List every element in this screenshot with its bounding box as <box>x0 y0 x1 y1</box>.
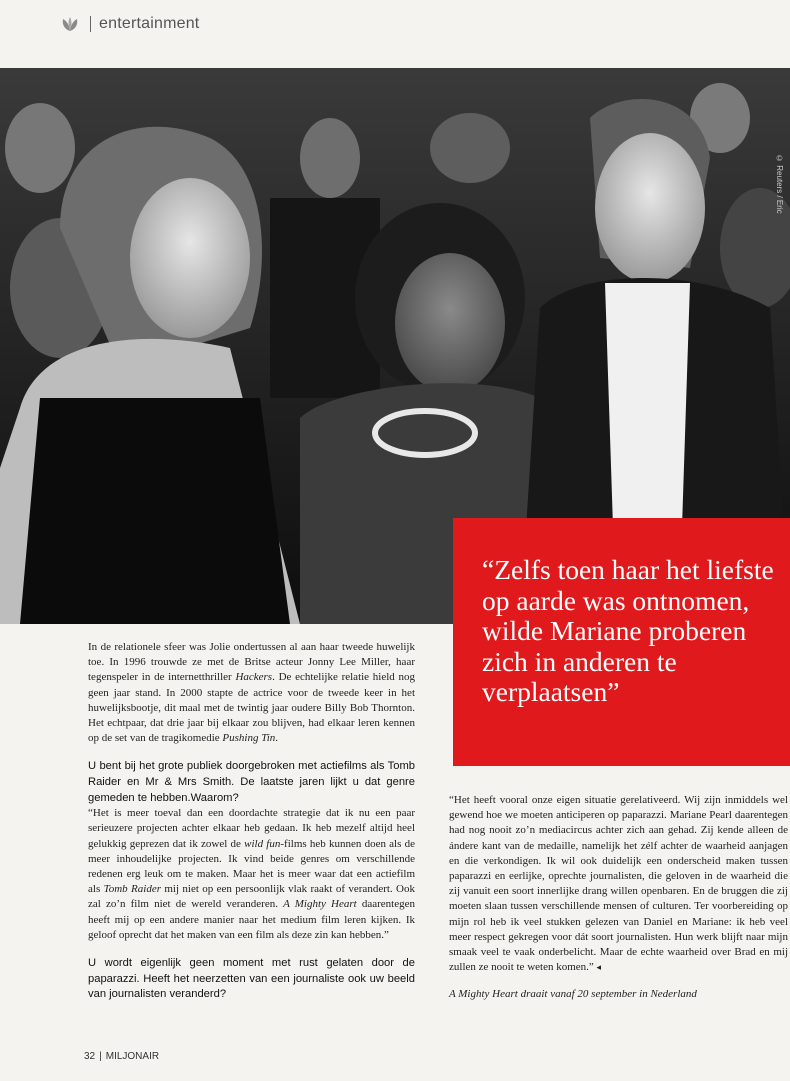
photo-credit: © Reuters / Eric <box>775 154 784 214</box>
body-text: In de relationele sfeer was Jolie ondertussen al aan haar tweede huwelijk toe. In 1996 trouwde ze met de Britse acteur Jonny Lee Miller, haar tegenspeler in de internetthriller <box>88 641 415 684</box>
section-label: entertainment <box>99 15 200 32</box>
release-note-text: A Mighty Heart draait vanaf 20 september in Nederland <box>449 988 697 1001</box>
body-text: daarentegen heeft mij op een andere manier naar het medium film leren kijken. Ik geloof oprecht dat het maken van een film als deze zin kan hebben.” <box>88 898 415 941</box>
page-footer <box>84 1051 159 1062</box>
page-header <box>60 10 199 38</box>
page-number: 32 <box>84 1051 96 1062</box>
body-text: . De echtelijke relatie hield nog geen jaar stand. In 2000 stapte de actrice voor de tweede keer in het huwelijksbootje, dit maal met de twintig jaar oudere Billy Bob Thornton. Het echtpaar, dat drie jaar bij elkaar zou blijven, had elkaar leren kennen op de set van de tragikomedie <box>88 671 415 745</box>
pullquote-text: “Zelfs toen haar het liefste op aarde was ontnomen, wilde Mariane proberen zich in anderen te verplaatsen” <box>482 554 774 707</box>
film-title: A Mighty Heart <box>283 898 357 911</box>
interview-question-1: U bent bij het grote publiek doorgebroken met actiefilms als Tomb Raider en Mr & Mrs Smith. De laatste jaren lijkt u dat genre gemeden te hebben.Waarom? <box>88 760 415 804</box>
intro-paragraph <box>88 640 415 746</box>
leaf-icon <box>60 16 80 32</box>
film-title: Pushing Tin <box>222 732 276 745</box>
interview-question-2: U wordt eigenlijk geen moment met rust gelaten door de paparazzi. Heeft het neerzetten van een journaliste ook uw beeld van journalisten veranderd? <box>88 957 415 1001</box>
body-text: . <box>275 732 279 745</box>
body-text: “Het is meer toeval dan een doordachte strategie dat ik nu een paar serieuzere projecten achter elkaar heb gedaan. Ik heb mezelf altijd heel gelukkig geprezen dat ik zowel de <box>88 807 415 850</box>
footer-separator: | <box>99 1051 102 1062</box>
interview-answer-2 <box>449 793 788 975</box>
header-separator <box>90 16 91 32</box>
left-column <box>88 640 415 1003</box>
body-text: -films heb kunnen doen als de meer inhoudelijke projecten. Ik vind beide genres om verschillende redenen erg leuk om te maken. Maar het is meer waar dat een actiefilm als <box>88 837 415 896</box>
emphasis: wild fun <box>244 837 281 850</box>
body-text: “Het heeft vooral onze eigen situatie gerelativeerd. Wij zijn inmiddels wel gewend hoe we moeten anticiperen op paparazzi. Mariane Pearl daarentegen had nog nooit zo’n mediacircus achter zich aan gehad. Zij kende alleen de ándere kant van de medaille, namelijk het zélf achter de waarheid aanjagen en die verkondigen. Ik wil ook duidelijk een onderscheid maken tussen paparazzi en eerlijke, oprechte journalisten, die geloven in de waarheid die zij vanuit een soort innerlijke drang willen openbaren. En de bruggen die zij moeten slaan tussen verschillende mensen of culturen. Ter voorbereiding op mijn rol heb ik veel stukken gelezen van Daniel en Mariane: ik heb veel meer respect gekregen voor dát soort journalisten. Hun werk blijft naar mijn smaak veel te vaak onderbelicht. Maar de echte waarheid over Brad en mij zullen ze nooit te weten komen.” <box>449 794 788 974</box>
end-mark-icon: ◂ <box>596 962 602 973</box>
release-note <box>449 987 788 1002</box>
interview-answer-1 <box>88 806 415 943</box>
magazine-name: MILJONAIR <box>105 1051 160 1062</box>
body-text: mij niet op een persoonlijk vlak raakt of verandert. Ook zal zo’n film niet de wereld veranderen. <box>88 883 415 911</box>
film-title: Tomb Raider <box>103 883 161 896</box>
right-column <box>449 793 788 1003</box>
film-title: Hackers <box>235 671 273 684</box>
